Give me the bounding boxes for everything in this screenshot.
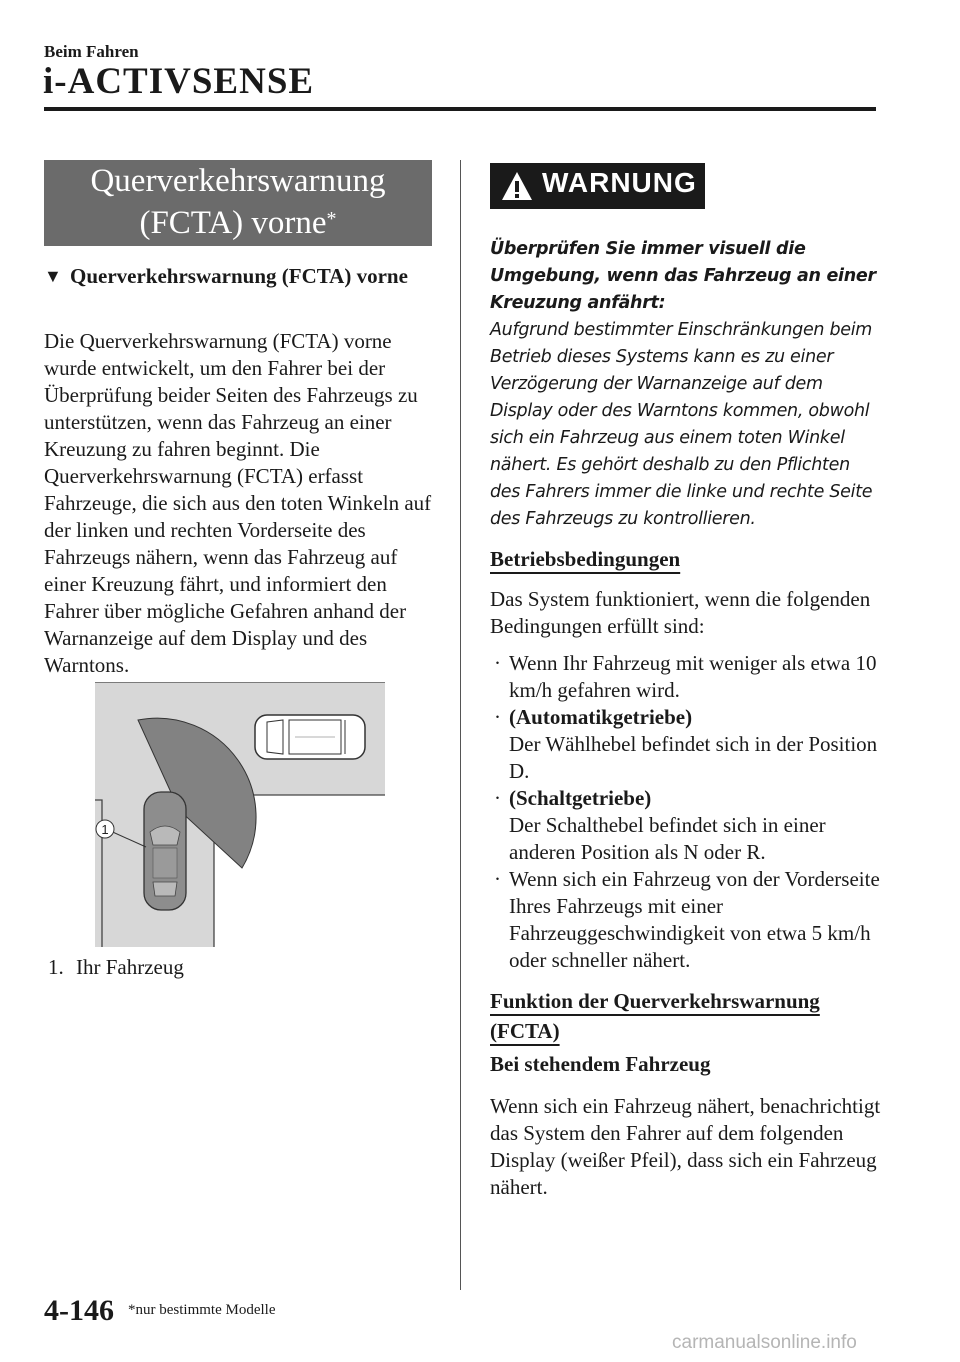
- bullet-dot: ·: [494, 867, 501, 891]
- intro-paragraph: Die Querverkehrswarnung (FCTA) vorne wurde entwickelt, um den Fahrer bei der Überprüfung beider Seiten des Fahrzeugs zu unterstützen, wenn das Fahrzeug an einer Kreuzung zu fahren beginnt. Die Querverkehrswarnung (FCTA) erfasst Fahrzeuge, die sich aus den toten Winkeln auf der linken und rechten Vorderseite des Fahrzeugs nähern, wenn das Fahrzeug auf einer Kreuzung fährt, und informiert den Fahrer über mögliche Gefahren anhand der Warnanzeige auf dem Display und des Warntons.: [44, 329, 432, 677]
- warning-triangle-icon: [500, 170, 534, 202]
- section-title-box: [44, 160, 432, 246]
- column-divider: [460, 160, 461, 1290]
- list-item-text: Wenn Ihr Fahrzeug mit weniger als etwa 10 km/h gefahren wird.: [509, 651, 877, 702]
- list-item-text: Der Schalthebel befindet sich in einer anderen Position als N oder R.: [509, 813, 826, 864]
- heading-operating-conditions: Betriebsbedingungen: [490, 547, 681, 571]
- list-item: [490, 866, 890, 974]
- warning-bold-text: Überprüfen Sie immer visuell die Umgebung, wenn das Fahrzeug an einer Kreuzung anfährt:: [490, 239, 876, 313]
- approaching-vehicle-icon: [255, 715, 365, 759]
- callout-number: 1: [101, 822, 109, 837]
- section-title-line1: Querverkehrswarnung: [90, 163, 386, 199]
- figure-caption: [48, 955, 184, 980]
- intersection-figure: [95, 682, 385, 947]
- own-vehicle-icon: [144, 792, 186, 910]
- list-item-text: Der Wählhebel befindet sich in der Position D.: [509, 732, 878, 783]
- warning-body-text: Aufgrund bestimmter Einschränkungen beim Betrieb dieses Systems kann es zu einer Verzögerung der Warnanzeige auf dem Display oder des Warntons kommen, obwohl sich ein Fahrzeug aus einem toten Winkel nähert. Es gehört deshalb zu den Pflichten des Fahrers immer die linke und rechte Seite des Fahrzeugs zu kontrollieren.: [490, 320, 873, 529]
- list-item: [490, 704, 890, 785]
- warning-banner: [490, 163, 705, 209]
- list-item: [490, 650, 890, 704]
- subheading-text: Querverkehrswarnung (FCTA) vorne: [70, 264, 408, 288]
- warning-text-block: [490, 236, 880, 533]
- heading-vehicle-stopped: Bei stehendem Fahrzeug: [490, 1052, 711, 1076]
- intersection-illustration: [95, 682, 385, 947]
- triangle-bullet-icon: ▼: [44, 266, 62, 286]
- bullet-dot: ·: [494, 651, 501, 675]
- conditions-list: [490, 650, 890, 974]
- list-item-title: (Schaltgetriebe): [509, 786, 652, 810]
- bullet-dot: ·: [494, 705, 501, 729]
- warning-label: WARNUNG: [542, 167, 697, 198]
- list-item-text: Wenn sich ein Fahrzeug von der Vorderseite Ihres Fahrzeugs mit einer Fahrzeuggeschwindigkeit von etwa 5 km/h oder schneller nähert.: [509, 867, 880, 972]
- watermark: carmanualsonline.info: [672, 1332, 857, 1353]
- caption-number: 1.: [48, 955, 64, 979]
- heading-fcta-function: Funktion der Querverkehrswarnung (FCTA): [490, 989, 820, 1043]
- section-title-line2: [44, 202, 432, 244]
- caption-text: Ihr Fahrzeug: [76, 955, 184, 979]
- stopped-vehicle-paragraph: Wenn sich ein Fahrzeug nähert, benachrichtigt das System den Fahrer auf dem folgenden Display (weißer Pfeil), dass sich ein Fahrzeug nähert.: [490, 1094, 881, 1199]
- list-item-title: (Automatikgetriebe): [509, 705, 693, 729]
- conditions-intro: Das System funktioniert, wenn die folgenden Bedingungen erfüllt sind:: [490, 587, 871, 638]
- header-section: Beim Fahren: [44, 42, 139, 61]
- asterisk-marker: *: [326, 208, 337, 230]
- page-number: 4-146: [44, 1294, 114, 1327]
- section-title-text: (FCTA) vorne: [139, 205, 327, 241]
- list-item: [490, 785, 890, 866]
- footnote: *nur bestimmte Modelle: [128, 1302, 276, 1318]
- bullet-dot: ·: [494, 786, 501, 810]
- subheading: [44, 261, 434, 291]
- page-header-title: i-ACTIVSENSE: [43, 61, 315, 102]
- header-divider: [44, 107, 876, 111]
